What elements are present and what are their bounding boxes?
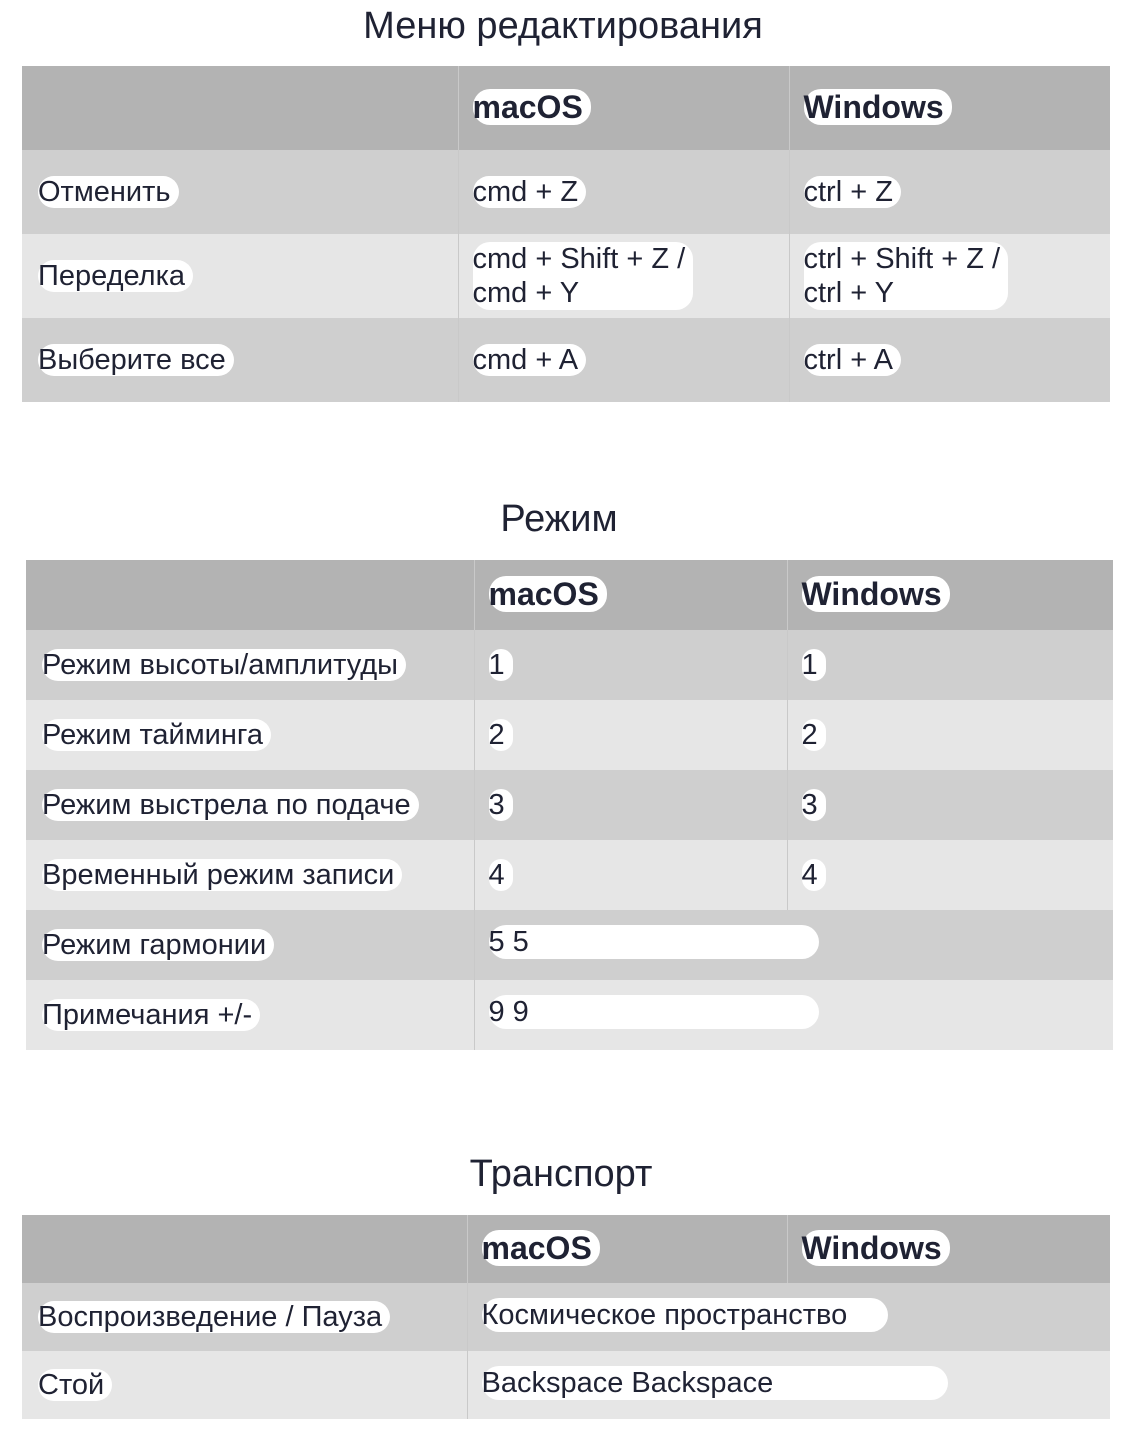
action-label: Режим гармонии bbox=[42, 929, 274, 961]
header-macos: macOS bbox=[482, 1230, 600, 1266]
win-shortcut: ctrl + A bbox=[804, 344, 901, 376]
mac-shortcut: cmd + Z bbox=[473, 176, 587, 208]
table-row bbox=[22, 234, 1110, 318]
header-windows: Windows bbox=[804, 89, 952, 125]
mac-shortcut: 2 bbox=[489, 719, 513, 751]
table-row bbox=[26, 770, 1113, 840]
table-row bbox=[22, 1283, 1110, 1351]
action-label: Режим высоты/амплитуды bbox=[42, 649, 406, 681]
action-label: Стой bbox=[38, 1369, 112, 1401]
header-windows: Windows bbox=[802, 1230, 950, 1266]
transport-title: Транспорт bbox=[469, 1153, 653, 1195]
header-empty-cell bbox=[22, 1215, 467, 1283]
transport-table bbox=[22, 1215, 1110, 1419]
table-header-row bbox=[26, 560, 1113, 630]
mode-title: Режим bbox=[500, 498, 618, 540]
action-label: Режим выстрела по подаче bbox=[42, 789, 419, 821]
action-label: Переделка bbox=[38, 260, 193, 292]
win-shortcut: 4 bbox=[802, 859, 826, 891]
table-row bbox=[26, 840, 1113, 910]
header-empty-cell bbox=[26, 560, 474, 630]
win-shortcut: 3 bbox=[802, 789, 826, 821]
combined-shortcut: 5 5 bbox=[489, 925, 819, 959]
header-empty-cell bbox=[22, 66, 458, 150]
table-header-row bbox=[22, 1215, 1110, 1283]
mode-table bbox=[26, 560, 1113, 1050]
action-label: Воспроизведение / Пауза bbox=[38, 1301, 390, 1333]
combined-shortcut: 9 9 bbox=[489, 995, 819, 1029]
win-shortcut: 1 bbox=[802, 649, 826, 681]
table-row bbox=[22, 1351, 1110, 1419]
action-label: Отменить bbox=[38, 176, 179, 208]
mac-shortcut: 4 bbox=[489, 859, 513, 891]
table-row bbox=[26, 980, 1113, 1050]
header-windows: Windows bbox=[802, 576, 950, 612]
combined-shortcut: Backspace Backspace bbox=[482, 1366, 948, 1400]
header-macos: macOS bbox=[489, 576, 607, 612]
action-label: Временный режим записи bbox=[42, 859, 402, 891]
mac-shortcut: 3 bbox=[489, 789, 513, 821]
win-shortcut: ctrl + Shift + Z / ctrl + Y bbox=[804, 242, 1009, 310]
edit-menu-title: Меню редактирования bbox=[363, 5, 763, 47]
combined-shortcut: Космическое пространство bbox=[482, 1298, 888, 1332]
edit-menu-table bbox=[22, 66, 1110, 402]
table-header-row bbox=[22, 66, 1110, 150]
header-macos: macOS bbox=[473, 89, 591, 125]
table-row bbox=[26, 630, 1113, 700]
action-label: Режим тайминга bbox=[42, 719, 271, 751]
table-row bbox=[26, 910, 1113, 980]
action-label: Выберите все bbox=[38, 344, 234, 376]
table-row bbox=[22, 318, 1110, 402]
mac-shortcut: 1 bbox=[489, 649, 513, 681]
mac-shortcut: cmd + A bbox=[473, 344, 587, 376]
table-row bbox=[26, 700, 1113, 770]
win-shortcut: 2 bbox=[802, 719, 826, 751]
table-row bbox=[22, 150, 1110, 234]
mac-shortcut: cmd + Shift + Z / cmd + Y bbox=[473, 242, 694, 310]
win-shortcut: ctrl + Z bbox=[804, 176, 901, 208]
action-label: Примечания +/- bbox=[42, 999, 260, 1031]
